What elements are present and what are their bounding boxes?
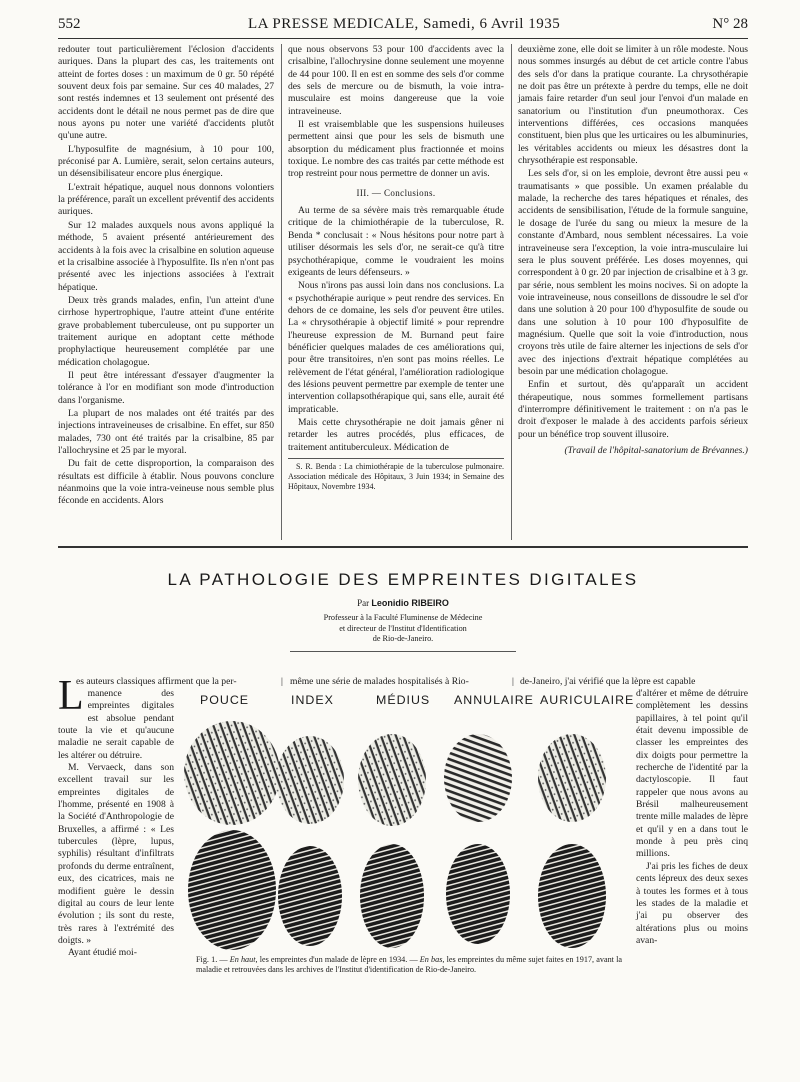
page-header: [58, 14, 748, 36]
text-line: même une série de malades hospitalisés à Rio-: [290, 676, 469, 687]
finger-label-medius: MÉDIUS: [376, 693, 431, 707]
signature-note: (Travail de l'hôpital-sanatorium de Brévannes.): [564, 445, 748, 456]
paragraph: M. Vervaeck, dans son excellent travail sur les empreintes digitales de l'homme, présenté en 1908 à la Société d'Anthropologie de Bruxelles, a affirmé : « Les tubercules (lèpre, lupus, syphilis) résultant d'infiltrats profonds du derme entraînent, eux, des cicatrices, mais ne modifient guère le dessin digital au cours de leur lente évolution ; ils sont du reste, très rares à l'extrémité des doigts. »: [58, 762, 174, 946]
paragraph: Au terme de sa sévère mais très remarquable étude critique de la chimiothérapie de la tuberculose, R. Benda * conclusait : « Nous hésitons pour notre part à utiliser désormais les sels d'or, ne serait-ce qu'à titre psychothérapique, comme le voudraient les moins exigeants de leurs défenseurs. »: [288, 205, 504, 278]
article-title: LA PATHOLOGIE DES EMPREINTES DIGITALES: [167, 570, 639, 589]
fingerprint-medius-1934: [358, 734, 426, 826]
finger-label-auriculaire: AURICULAIRE: [540, 693, 635, 707]
column-3: [518, 44, 748, 457]
figure-caption: [196, 955, 622, 976]
finger-label-annulaire: ANNULAIRE: [454, 693, 534, 707]
paragraph: que nous observons 53 pour 100 d'accidents avec la crisalbine, l'allochrysine donne seulement une moyenne de 44 pour 100. Il en est en somme des sels d'or comme des sels de mercure ou de bismuth, la voie intra-musculaire est moins dangereuse que la voie intraveineuse.: [288, 44, 504, 117]
caption-text: Fig. 1. —: [196, 955, 230, 964]
column-divider: [281, 44, 282, 540]
separator: |: [281, 676, 283, 687]
text-line: es auteurs classiques affirment que la per-: [76, 676, 237, 687]
issue-number: N° 28: [712, 16, 748, 32]
paragraph: manence des empreintes digitales est absolue pendant toute la vie et qu'aucune maladie ne serait capable de les altérer ou détruire.: [58, 688, 174, 761]
caption-text: , les empreintes du même sujet faites en 1917, avant la maladie et retrouvées dans les archives de l'Institut d'identification de Rio-de-Janeiro.: [196, 955, 622, 975]
print-row-1934: [184, 721, 606, 826]
article-left-column: [58, 673, 174, 960]
author-name: Leonidio RIBEIRO: [371, 598, 449, 608]
paragraph: L'extrait hépatique, auquel nous donnons volontiers la préférence, paraît un excellent préventif des accidents auriques.: [58, 181, 274, 218]
paragraph: Mais cette chrysothérapie ne doit jamais gêner ni retarder les autres procédés, plus efficaces, de traitement antituberculeux. Médication de: [288, 416, 504, 453]
fingerprint-index-1917: [278, 846, 342, 946]
caption-emphasis: En bas: [419, 955, 443, 964]
byline: [58, 598, 748, 608]
paragraph: L'hyposulfite de magnésium, à 10 pour 100, préconisé par A. Lumière, serait, selon certains auteurs, un désensibilisateur encore plus énergique.: [58, 143, 274, 180]
affiliation-line: et directeur de l'Institut d'Identification: [339, 623, 467, 633]
paragraph: redouter tout particulièrement l'éclosion d'accidents auriques. Dans la plupart des cas, les traitements ont atteint de fortes doses : un maximum de 0 gr. 50 répété souvent deux fois par semaine. Sur ces 40 malades, 27 sont restés indemnes et 13 seulement ont présenté des accidents dont le détail ne nous permet pas de dire que nous ayons pu noter une variété d'accidents plutôt qu'une autre.: [58, 44, 274, 142]
paragraph: Ayant étudié moi-: [68, 947, 137, 959]
fingerprint-auriculaire-1934: [538, 734, 606, 822]
section-rule: [58, 546, 748, 548]
print-row-1917: [188, 830, 606, 950]
caption-emphasis: En haut: [229, 955, 256, 964]
title-rule: [290, 651, 516, 652]
paragraph: J'ai pris les fiches de deux cents lépreux des deux sexes à toutes les formes et à tous les stades de la maladie et j'ai pu observer des altérations plus ou moins avan-: [636, 860, 748, 946]
fingerprint-pouce-1934: [184, 721, 280, 825]
caption-text: , les empreintes d'un malade de lèpre en 1934. —: [255, 955, 420, 964]
article-right-column: [636, 688, 748, 947]
footnote: S. R. Benda : La chimiothérapie de la tuberculose pulmonaire. Association médicale des Hôpitaux, 3 Juin 1934; in Semaine des Hôpitaux, Novembre 1934.: [288, 458, 504, 492]
paragraph: Il est vraisemblable que les suspensions huileuses permettent ainsi que pour les sels de bismuth une absorption du médicament plus fractionnée et moins toxique. Le nombre des cas traités par cette méthode est trop restreint pour nous permettre de donner un avis.: [288, 119, 504, 180]
affiliation-line: Professeur à la Faculté Fluminense de Médecine: [323, 613, 483, 622]
paragraph: deuxième zone, elle doit se limiter à un rôle modeste. Nous nous sommes insurgés au début de cet article contre l'abus des sels d'or dans la pratique courante. La chrysothérapie ne doit pas être un prétexte à perdre du temps, elle ne doit jamais faire retarder d'un seul jour l'envoi d'un malade en sanatorium ou l'institution d'un pneumothorax. Ces interventions différées, ces occasions manquées constituent, bien plus que les urticaires ou les albuminuries, les véritables accidents ou mieux les désastres dont la chrysothérapie est responsable.: [518, 44, 748, 167]
drop-cap: L: [58, 673, 84, 719]
paragraph: Les sels d'or, si on les emploie, devront être aussi peu « traumatisants » que possible. Un examen préalable du malade, la recherche des tares hépatiques et rénales, des accidents de sensibilisation, l'étude de la formule sanguine, le dosage de l'urée du sang ou mieux la mesure de la constante d'Ambard, nous semblent nécessaires. La voie intraveineuse sera l'exception, la voie intra-musculaire lui sera le plus souvent préférée. Les doses moyennes, qui correspondent à 0 gr. 20 par injection de crisalbine et à 3 gr. par série, nous semblent les moins nocives. Si on adopte la voie intraveineuse, nous conseillons de dissoudre le sel d'or dans une solution à 20 pour 100 d'hyposulfite de soude ou dans une solution à 10 pour 100 d'hyposulfite de magnésium. Quelle que soit la voie d'introduction, nous croyons très utile de faire alterner les injections de sels d'or avec des injections d'extrait hépatique complétées au besoin par une médication cholagogue.: [518, 168, 748, 377]
paragraph: Du fait de cette disproportion, la comparaison des résultats est difficile à établir. Nous pouvons conclure néanmoins que la voie intra-veineuse nous semble plus féconde en accidents. Alors: [58, 458, 274, 507]
paragraph: La plupart de nos malades ont été traités par des injections intraveineuses de crisalbine. En effet, sur 850 malades, 730 ont été traités par la crisalbine, 85 par l'allochrysine et 25 par le myoral.: [58, 407, 274, 456]
paragraph: Nous n'irons pas aussi loin dans nos conclusions. La « psychothérapie aurique » peut rendre des services. En dehors de ce domaine, les sels d'or peuvent être utiles. La « chrysothérapie à objectif limité » pour reprendre l'heureuse expression de M. Burnand peut faire bénéficier quelques malades de ces améliorations qui, pour être transitoires, n'en sont pas moins réelles. Le relèvement de l'état général, l'amélioration radiologique des lésions peuvent permettre par exemple de tenter une intervention collapsothérapique qui, sans elle, aurait été impraticable.: [288, 280, 504, 415]
fingerprint-figure: [182, 718, 630, 953]
header-rule: [58, 38, 748, 39]
byline-prefix: Par: [357, 598, 370, 608]
affiliation-line: de Rio-de-Janeiro.: [372, 634, 434, 644]
fingerprint-annulaire-1934: [444, 734, 512, 822]
column-2: [288, 44, 504, 492]
finger-label-index: INDEX: [291, 693, 334, 707]
fingerprint-annulaire-1917: [446, 844, 510, 944]
section-heading: III. — Conclusions.: [356, 187, 436, 198]
paragraph: d'altérer et même de détruire complètement les dessins papillaires, à tel point qu'il était devenu impossible de classer les empreintes des dix doigts pour permettre la recherche de l'identité par la dactyloscopie. Il faut rappeler que nous avons au Brésil malheureusement trente mille malades de lèpre et qu'il y en a dans tout le monde à peu près cinq millions.: [636, 688, 748, 860]
separator: |: [512, 676, 514, 687]
fingerprint-auriculaire-1917: [538, 844, 606, 948]
figure-labels: [190, 693, 635, 711]
fingerprint-medius-1917: [360, 844, 424, 948]
column-1: [58, 44, 274, 509]
paragraph: Deux très grands malades, enfin, l'un atteint d'une cirrhose hypertrophique, l'autre atteint d'une entérite grave probablement tuberculeuse, ont pu supporter un traitement aurique en adoptant cette méthode prophylactique heureusement complétée par une médication cholagogue.: [58, 294, 274, 368]
author-affiliation: [58, 613, 748, 645]
page-number: 552: [58, 16, 81, 32]
paragraph: Il peut être intéressant d'essayer d'augmenter la tolérance à l'or en modifiant son mode d'introduction dans l'organisme.: [58, 369, 274, 406]
text-line: de-Janeiro, j'ai vérifié que la lèpre est capable: [520, 676, 696, 687]
fingerprint-index-1934: [276, 736, 344, 824]
paragraph: Sur 12 malades auxquels nous avons appliqué la méthode, 5 avaient présenté antérieurement des accidents à la fois avec la crisalbine en solution aqueuse et la crisalbine associée à l'hyposulfite. Ils n'en n'ont pas présenté avec les injections associées à l'extrait hépatique.: [58, 219, 274, 293]
fingerprint-pouce-1917: [188, 830, 276, 950]
finger-label-pouce: POUCE: [200, 693, 250, 707]
paragraph: Enfin et surtout, dès qu'apparaît un accident thérapeutique, nous sommes formellement partisans d'interrompre définitivement le traitement : on n'a pas le droit d'exposer le malade à des accidents parfois sérieux pour un bénéfice trop souvent illusoire.: [518, 379, 748, 440]
column-divider: [511, 44, 512, 540]
journal-title: LA PRESSE MEDICALE, Samedi, 6 Avril 1935: [248, 16, 561, 32]
